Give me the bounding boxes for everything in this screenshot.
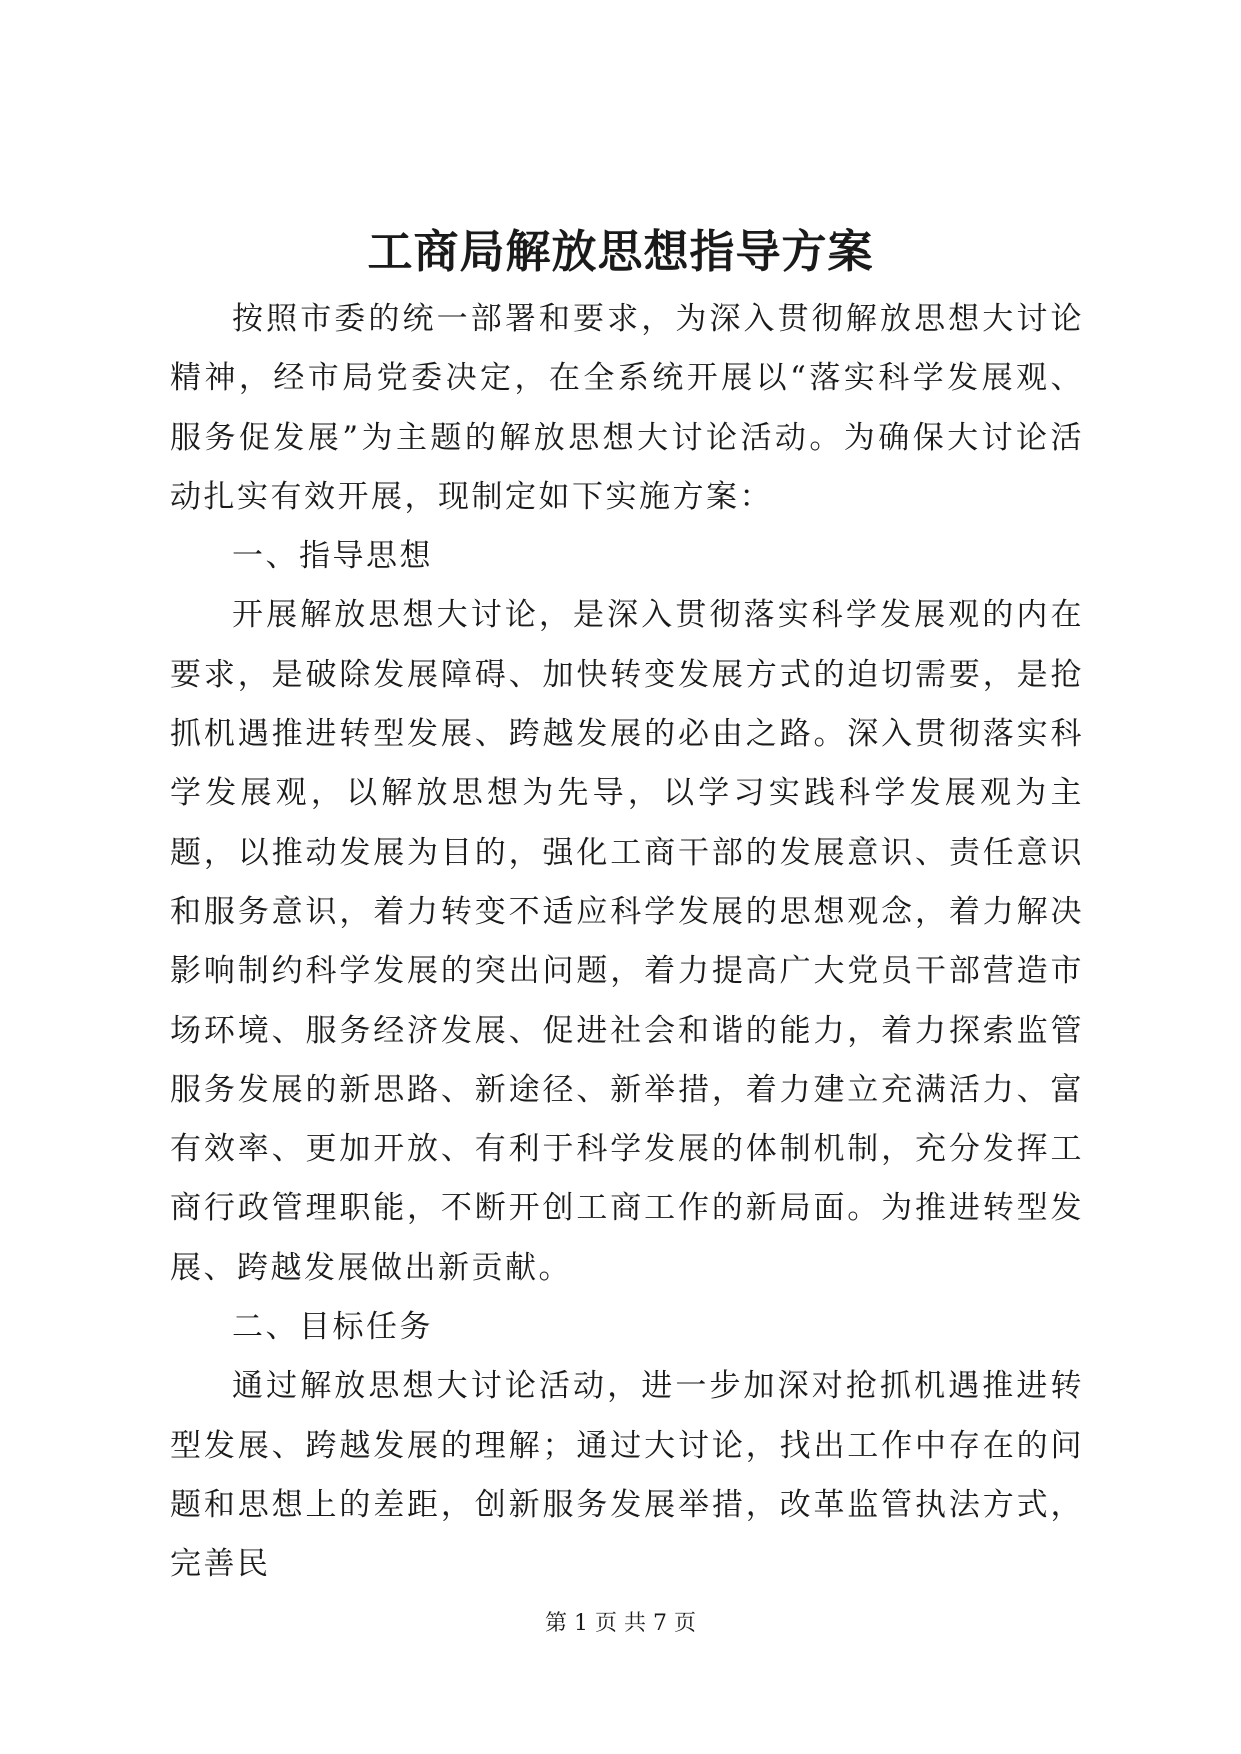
intro-paragraph: 按照市委的统一部署和要求，为深入贯彻解放思想大讨论精神，经市局党委决定，在全系统开展以“落实科学发展观、服务促发展”为主题的解放思想大讨论活动。为确保大讨论活动扎实有效开展，现制定如下实施方案： [170, 301, 1084, 515]
document-title: 工商局解放思想指导方案 [367, 225, 874, 278]
goals-tasks-paragraph: 通过解放思想大讨论活动，进一步加深对抢抓机遇推进转型发展、跨越发展的理解；通过大讨论，找出工作中存在的问题和思想上的差距，创新服务发展举措，改革监管执法方式，完善民 [170, 1368, 1084, 1583]
page-number-footer: 第 1 页 共 7 页 [545, 1611, 696, 1636]
document-body [170, 290, 1084, 1595]
guiding-ideology-paragraph: 开展解放思想大讨论，是深入贯彻落实科学发展观的内在要求，是破除发展障碍、加快转变发展方式的迫切需要，是抢抓机遇推进转型发展、跨越发展的必由之路。深入贯彻落实科学发展观，以解放思想为先导，以学习实践科学发展观为主题，以推动发展为目的，强化工商干部的发展意识、责任意识和服务意识，着力转变不适应科学发展的思想观念，着力解决影响制约科学发展的突出问题，着力提高广大党员干部营造市场环境、服务经济发展、促进社会和谐的能力，着力探索监管服务发展的新思路、新途径、新举措，着力建立充满活力、富有效率、更加开放、有利于科学发展的体制机制，充分发挥工商行政管理职能，不断开创工商工作的新局面。为推进转型发展、跨越发展做出新贡献。 [170, 597, 1084, 1286]
section-heading-guiding-ideology: 一、指导思想 [232, 538, 433, 575]
section-heading-goals-tasks: 二、目标任务 [232, 1309, 433, 1346]
